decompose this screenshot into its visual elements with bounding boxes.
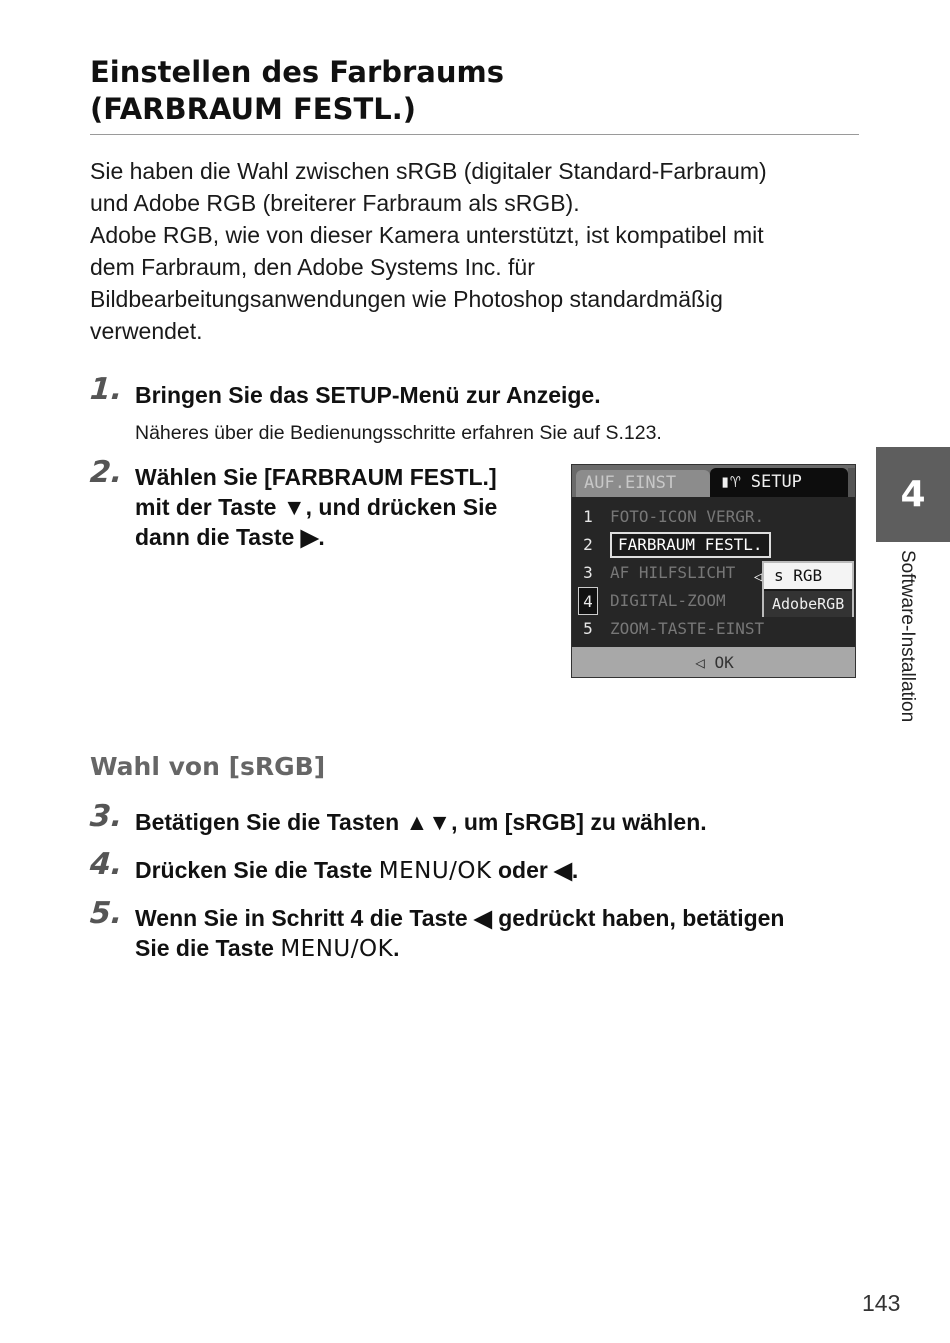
step-5-text-part: Wenn Sie in Schritt 4 die Taste <box>135 905 475 931</box>
step-5-text-part: . <box>393 935 400 961</box>
step-3-text <box>135 807 707 837</box>
intro-line: dem Farbraum, den Adobe Systems Inc. für <box>90 254 535 280</box>
camera-row-number: 2 <box>583 535 593 554</box>
camera-row-number: 4 <box>578 587 598 615</box>
chapter-tab: 4 <box>876 447 950 542</box>
step-2-line-1: Wählen Sie [FARBRAUM FESTL.] <box>135 464 497 490</box>
step-3-text-part: Betätigen Sie die Tasten <box>135 809 406 835</box>
camera-setup-screen <box>571 464 856 678</box>
left-triangle-icon: ◁ <box>754 569 763 585</box>
page-number: 143 <box>862 1290 901 1316</box>
step-3-number: 3. <box>88 799 124 834</box>
camera-option-adobergb: AdobeRGB <box>764 591 852 617</box>
section-subheading: Wahl von [sRGB] <box>90 752 326 781</box>
menu-ok-label: MENU/OK <box>378 858 492 884</box>
camera-option-popup <box>762 561 854 617</box>
title-divider <box>90 134 859 135</box>
camera-menu-item-selected <box>604 531 854 559</box>
up-down-arrow-icon: ▲▼ <box>405 809 452 835</box>
step-1-number: 1. <box>88 372 124 407</box>
intro-line: Sie haben die Wahl zwischen sRGB (digitaler Standard-Farbraum) <box>90 158 767 184</box>
step-4-text-part: . <box>571 857 579 883</box>
menu-ok-label: MENU/OK <box>280 936 394 962</box>
chapter-label: Software-Installation <box>897 550 918 723</box>
step-2-line-2 <box>135 492 555 522</box>
step-4-text <box>135 855 578 886</box>
step-5-line-1 <box>135 903 865 933</box>
step-2-number: 2. <box>88 455 124 490</box>
step-3-text-part: , um [sRGB] zu wählen. <box>451 809 707 835</box>
step-2-text-part: mit der Taste <box>135 494 283 520</box>
camera-tab-setup-label: SETUP <box>750 472 802 492</box>
intro-line: verwendet. <box>90 318 203 344</box>
title-line-1: Einstellen des Farbraums <box>90 55 505 89</box>
step-4-number: 4. <box>88 847 124 882</box>
camera-menu-item: AF HILFSLICHT <box>610 563 736 582</box>
camera-tab-auf-einst: AUF.EINST <box>576 470 710 497</box>
left-arrow-icon: ◀ <box>474 905 492 931</box>
left-arrow-icon: ◀ <box>554 857 572 883</box>
camera-tab-edge <box>848 468 856 497</box>
camera-row-numbers <box>578 503 598 643</box>
step-2-line-3 <box>135 522 555 552</box>
wrench-icon: ▮♈ <box>720 472 741 492</box>
camera-menu-item-label: FARBRAUM FESTL. <box>610 532 771 558</box>
camera-tab-setup <box>710 468 848 497</box>
intro-paragraph <box>90 155 860 347</box>
step-4-text-part: oder <box>491 857 555 883</box>
step-2-text <box>135 462 555 552</box>
right-arrow-icon: ▶ <box>300 524 319 550</box>
camera-row-number: 3 <box>583 563 593 582</box>
camera-option-srgb: s RGB <box>764 563 852 589</box>
intro-line: Bildbearbeitungsanwendungen wie Photoshop standardmäßig <box>90 286 723 312</box>
intro-line: Adobe RGB, wie von dieser Kamera unterstützt, ist kompatibel mit <box>90 222 764 248</box>
step-1-note: Näheres über die Bedienungsschritte erfahren Sie auf S.123. <box>135 422 662 444</box>
step-2-text-part: dann die Taste <box>135 524 301 550</box>
intro-line: und Adobe RGB (breiterer Farbraum als sRGB). <box>90 190 580 216</box>
camera-menu-item: FOTO-ICON VERGR. <box>610 507 765 526</box>
step-2-text-part: . <box>318 524 325 550</box>
step-5-line-2 <box>135 933 865 964</box>
step-2-text-part: , und drücken Sie <box>305 494 498 520</box>
page-title <box>90 54 858 128</box>
step-5-text <box>135 903 865 964</box>
step-1-text: Bringen Sie das SETUP-Menü zur Anzeige. <box>135 382 601 408</box>
camera-footer: ◁ OK <box>572 647 856 678</box>
step-5-number: 5. <box>88 896 124 931</box>
down-arrow-icon: ▼ <box>282 494 306 520</box>
camera-menu-body <box>572 497 856 647</box>
camera-menu-item: ZOOM-TASTE-EINST <box>610 619 765 638</box>
title-line-2: (FARBRAUM FESTL.) <box>90 92 417 126</box>
camera-row-number: 5 <box>583 619 593 638</box>
camera-tab-bar <box>572 465 856 497</box>
camera-row-number: 1 <box>583 507 593 526</box>
camera-menu-item: DIGITAL-ZOOM <box>610 591 726 610</box>
step-4-text-part: Drücken Sie die Taste <box>135 857 379 883</box>
step-5-text-part: gedrückt haben, betätigen <box>491 905 785 931</box>
step-5-text-part: Sie die Taste <box>135 935 281 961</box>
